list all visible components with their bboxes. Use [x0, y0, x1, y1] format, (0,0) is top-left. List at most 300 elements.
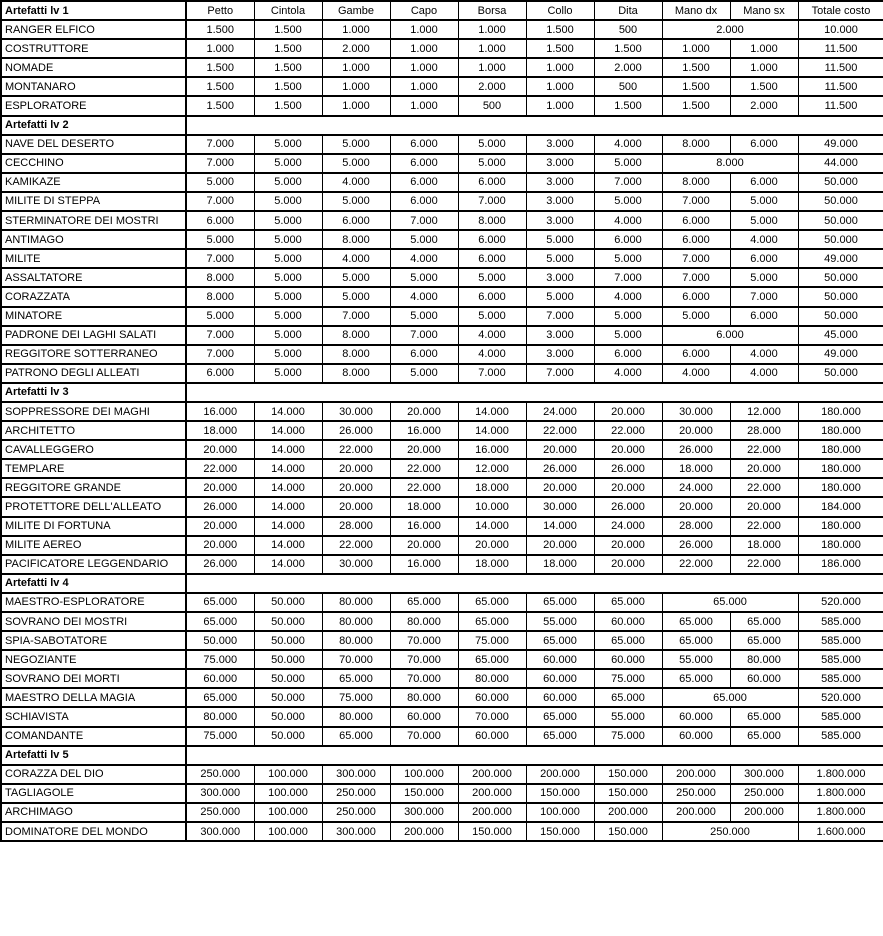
mano-dx-cell[interactable]: 1.000: [662, 39, 730, 58]
data-cell[interactable]: 1.000: [322, 96, 390, 115]
data-cell[interactable]: 6.000: [390, 154, 458, 173]
data-cell[interactable]: 5.000: [254, 154, 322, 173]
data-cell[interactable]: 1.000: [390, 77, 458, 96]
data-cell[interactable]: 75.000: [322, 688, 390, 707]
row-label-cell[interactable]: PATRONO DEGLI ALLEATI: [1, 364, 186, 383]
section-label-cell[interactable]: Artefatti lv 4: [1, 574, 186, 593]
data-cell[interactable]: 1.500: [254, 58, 322, 77]
row-label-cell[interactable]: NEGOZIANTE: [1, 650, 186, 669]
data-cell[interactable]: 5.000: [390, 364, 458, 383]
row-label-cell[interactable]: PROTETTORE DELL'ALLEATO: [1, 497, 186, 516]
row-label-cell[interactable]: COSTRUTTORE: [1, 39, 186, 58]
data-cell[interactable]: 1.500: [186, 77, 254, 96]
total-cost-cell[interactable]: 50.000: [798, 192, 883, 211]
mano-dx-cell[interactable]: 6.000: [662, 345, 730, 364]
data-cell[interactable]: 5.000: [594, 326, 662, 345]
data-cell[interactable]: 18.000: [526, 555, 594, 574]
data-cell[interactable]: 18.000: [458, 555, 526, 574]
column-header-cell[interactable]: Collo: [526, 1, 594, 20]
data-cell[interactable]: 5.000: [254, 268, 322, 287]
total-cost-cell[interactable]: 585.000: [798, 727, 883, 746]
data-cell[interactable]: 8.000: [186, 287, 254, 306]
total-cost-cell[interactable]: 10.000: [798, 20, 883, 39]
row-label-cell[interactable]: TAGLIAGOLE: [1, 784, 186, 803]
mano-sx-cell[interactable]: 300.000: [730, 765, 798, 784]
row-label-cell[interactable]: PADRONE DEI LAGHI SALATI: [1, 326, 186, 345]
total-cost-cell[interactable]: 180.000: [798, 440, 883, 459]
mano-dx-cell[interactable]: 6.000: [662, 211, 730, 230]
data-cell[interactable]: 6.000: [390, 345, 458, 364]
data-cell[interactable]: 5.000: [254, 173, 322, 192]
data-cell[interactable]: 8.000: [322, 364, 390, 383]
data-cell[interactable]: 150.000: [594, 765, 662, 784]
data-cell[interactable]: 20.000: [594, 440, 662, 459]
data-cell[interactable]: 150.000: [594, 784, 662, 803]
mano-sx-cell[interactable]: 60.000: [730, 669, 798, 688]
mano-dx-cell[interactable]: 20.000: [662, 421, 730, 440]
data-cell[interactable]: 1.000: [322, 77, 390, 96]
mano-sx-cell[interactable]: 80.000: [730, 650, 798, 669]
row-label-cell[interactable]: CORAZZA DEL DIO: [1, 765, 186, 784]
data-cell[interactable]: 7.000: [322, 307, 390, 326]
total-cost-cell[interactable]: 180.000: [798, 536, 883, 555]
data-cell[interactable]: 14.000: [254, 440, 322, 459]
mano-sx-cell[interactable]: 65.000: [730, 631, 798, 650]
data-cell[interactable]: 80.000: [186, 707, 254, 726]
data-cell[interactable]: 65.000: [390, 593, 458, 612]
mano-dx-cell[interactable]: 5.000: [662, 307, 730, 326]
data-cell[interactable]: 1.000: [390, 58, 458, 77]
data-cell[interactable]: 26.000: [526, 459, 594, 478]
data-cell[interactable]: 20.000: [594, 478, 662, 497]
data-cell[interactable]: 3.000: [526, 211, 594, 230]
data-cell[interactable]: 4.000: [322, 249, 390, 268]
data-cell[interactable]: 26.000: [594, 497, 662, 516]
data-cell[interactable]: 5.000: [458, 154, 526, 173]
data-cell[interactable]: 3.000: [526, 173, 594, 192]
column-header-cell[interactable]: Borsa: [458, 1, 526, 20]
data-cell[interactable]: 200.000: [390, 822, 458, 841]
data-cell[interactable]: 7.000: [526, 364, 594, 383]
row-label-cell[interactable]: MINATORE: [1, 307, 186, 326]
data-cell[interactable]: 14.000: [254, 536, 322, 555]
data-cell[interactable]: 300.000: [186, 784, 254, 803]
data-cell[interactable]: 50.000: [186, 631, 254, 650]
mano-dx-cell[interactable]: 65.000: [662, 612, 730, 631]
data-cell[interactable]: 65.000: [594, 688, 662, 707]
data-cell[interactable]: 6.000: [458, 230, 526, 249]
data-cell[interactable]: 60.000: [390, 707, 458, 726]
mano-dx-cell[interactable]: 30.000: [662, 402, 730, 421]
data-cell[interactable]: 7.000: [526, 307, 594, 326]
data-cell[interactable]: 80.000: [322, 707, 390, 726]
data-cell[interactable]: 30.000: [526, 497, 594, 516]
data-cell[interactable]: 5.000: [322, 268, 390, 287]
data-cell[interactable]: 5.000: [322, 287, 390, 306]
mano-sx-cell[interactable]: 4.000: [730, 364, 798, 383]
total-cost-cell[interactable]: 1.800.000: [798, 803, 883, 822]
column-header-cell[interactable]: Gambe: [322, 1, 390, 20]
data-cell[interactable]: 16.000: [390, 517, 458, 536]
data-cell[interactable]: 4.000: [322, 173, 390, 192]
data-cell[interactable]: 65.000: [458, 612, 526, 631]
data-cell[interactable]: 1.000: [526, 77, 594, 96]
data-cell[interactable]: 70.000: [390, 631, 458, 650]
data-cell[interactable]: 1.000: [526, 58, 594, 77]
total-cost-cell[interactable]: 180.000: [798, 478, 883, 497]
merged-mano-cell[interactable]: 8.000: [662, 154, 798, 173]
data-cell[interactable]: 80.000: [390, 612, 458, 631]
row-label-cell[interactable]: MAESTRO-ESPLORATORE: [1, 593, 186, 612]
data-cell[interactable]: 1.500: [526, 39, 594, 58]
data-cell[interactable]: 6.000: [322, 211, 390, 230]
total-cost-cell[interactable]: 180.000: [798, 402, 883, 421]
data-cell[interactable]: 150.000: [458, 822, 526, 841]
data-cell[interactable]: 22.000: [390, 478, 458, 497]
data-cell[interactable]: 26.000: [186, 497, 254, 516]
data-cell[interactable]: 1.000: [458, 58, 526, 77]
data-cell[interactable]: 16.000: [390, 421, 458, 440]
data-cell[interactable]: 5.000: [390, 307, 458, 326]
row-label-cell[interactable]: PACIFICATORE LEGGENDARIO: [1, 555, 186, 574]
mano-sx-cell[interactable]: 28.000: [730, 421, 798, 440]
mano-sx-cell[interactable]: 65.000: [730, 612, 798, 631]
data-cell[interactable]: 20.000: [526, 440, 594, 459]
section-label-cell[interactable]: Artefatti lv 1: [1, 1, 186, 20]
data-cell[interactable]: 5.000: [594, 307, 662, 326]
data-cell[interactable]: 7.000: [390, 326, 458, 345]
data-cell[interactable]: 5.000: [458, 307, 526, 326]
section-label-cell[interactable]: Artefatti lv 3: [1, 383, 186, 402]
data-cell[interactable]: 3.000: [526, 345, 594, 364]
row-label-cell[interactable]: TEMPLARE: [1, 459, 186, 478]
mano-dx-cell[interactable]: 1.500: [662, 96, 730, 115]
data-cell[interactable]: 2.000: [322, 39, 390, 58]
total-cost-cell[interactable]: 45.000: [798, 326, 883, 345]
data-cell[interactable]: 7.000: [390, 211, 458, 230]
total-cost-cell[interactable]: 585.000: [798, 707, 883, 726]
data-cell[interactable]: 5.000: [390, 268, 458, 287]
total-cost-cell[interactable]: 11.500: [798, 96, 883, 115]
mano-dx-cell[interactable]: 4.000: [662, 364, 730, 383]
mano-dx-cell[interactable]: 20.000: [662, 497, 730, 516]
column-header-cell[interactable]: Mano sx: [730, 1, 798, 20]
data-cell[interactable]: 30.000: [322, 402, 390, 421]
total-cost-cell[interactable]: 49.000: [798, 135, 883, 154]
data-cell[interactable]: 14.000: [458, 402, 526, 421]
data-cell[interactable]: 1.000: [322, 20, 390, 39]
total-cost-cell[interactable]: 50.000: [798, 287, 883, 306]
data-cell[interactable]: 20.000: [186, 478, 254, 497]
data-cell[interactable]: 5.000: [186, 307, 254, 326]
data-cell[interactable]: 6.000: [458, 173, 526, 192]
row-label-cell[interactable]: MILITE DI STEPPA: [1, 192, 186, 211]
data-cell[interactable]: 150.000: [526, 784, 594, 803]
data-cell[interactable]: 75.000: [594, 669, 662, 688]
data-cell[interactable]: 8.000: [322, 230, 390, 249]
data-cell[interactable]: 1.500: [186, 58, 254, 77]
total-cost-cell[interactable]: 180.000: [798, 421, 883, 440]
data-cell[interactable]: 5.000: [254, 364, 322, 383]
mano-sx-cell[interactable]: 5.000: [730, 192, 798, 211]
data-cell[interactable]: 60.000: [594, 612, 662, 631]
data-cell[interactable]: 14.000: [526, 517, 594, 536]
data-cell[interactable]: 18.000: [458, 478, 526, 497]
data-cell[interactable]: 150.000: [390, 784, 458, 803]
data-cell[interactable]: 5.000: [186, 173, 254, 192]
row-label-cell[interactable]: CORAZZATA: [1, 287, 186, 306]
data-cell[interactable]: 60.000: [594, 650, 662, 669]
data-cell[interactable]: 70.000: [458, 707, 526, 726]
data-cell[interactable]: 5.000: [526, 230, 594, 249]
total-cost-cell[interactable]: 50.000: [798, 307, 883, 326]
data-cell[interactable]: 80.000: [322, 631, 390, 650]
column-header-cell[interactable]: Capo: [390, 1, 458, 20]
section-label-cell[interactable]: Artefatti lv 2: [1, 116, 186, 135]
data-cell[interactable]: 100.000: [390, 765, 458, 784]
data-cell[interactable]: 22.000: [186, 459, 254, 478]
data-cell[interactable]: 1.500: [254, 77, 322, 96]
mano-dx-cell[interactable]: 7.000: [662, 249, 730, 268]
data-cell[interactable]: 26.000: [186, 555, 254, 574]
mano-dx-cell[interactable]: 1.500: [662, 77, 730, 96]
total-cost-cell[interactable]: 49.000: [798, 249, 883, 268]
mano-sx-cell[interactable]: 250.000: [730, 784, 798, 803]
data-cell[interactable]: 55.000: [594, 707, 662, 726]
mano-dx-cell[interactable]: 28.000: [662, 517, 730, 536]
data-cell[interactable]: 250.000: [186, 803, 254, 822]
data-cell[interactable]: 14.000: [458, 517, 526, 536]
data-cell[interactable]: 300.000: [322, 765, 390, 784]
total-cost-cell[interactable]: 585.000: [798, 631, 883, 650]
mano-dx-cell[interactable]: 8.000: [662, 135, 730, 154]
mano-dx-cell[interactable]: 26.000: [662, 440, 730, 459]
data-cell[interactable]: 1.000: [526, 96, 594, 115]
mano-dx-cell[interactable]: 6.000: [662, 230, 730, 249]
data-cell[interactable]: 8.000: [322, 345, 390, 364]
data-cell[interactable]: 5.000: [254, 345, 322, 364]
data-cell[interactable]: 20.000: [594, 402, 662, 421]
data-cell[interactable]: 1.500: [526, 20, 594, 39]
section-label-cell[interactable]: Artefatti lv 5: [1, 746, 186, 765]
data-cell[interactable]: 1.500: [186, 20, 254, 39]
data-cell[interactable]: 60.000: [526, 669, 594, 688]
data-cell[interactable]: 3.000: [526, 192, 594, 211]
data-cell[interactable]: 6.000: [390, 135, 458, 154]
row-label-cell[interactable]: MILITE DI FORTUNA: [1, 517, 186, 536]
data-cell[interactable]: 250.000: [322, 784, 390, 803]
data-cell[interactable]: 75.000: [186, 650, 254, 669]
data-cell[interactable]: 8.000: [186, 268, 254, 287]
column-header-cell[interactable]: Cintola: [254, 1, 322, 20]
data-cell[interactable]: 7.000: [186, 192, 254, 211]
data-cell[interactable]: 60.000: [186, 669, 254, 688]
data-cell[interactable]: 75.000: [594, 727, 662, 746]
row-label-cell[interactable]: REGGITORE SOTTERRANEO: [1, 345, 186, 364]
row-label-cell[interactable]: SOVRANO DEI MOSTRI: [1, 612, 186, 631]
data-cell[interactable]: 50.000: [254, 688, 322, 707]
total-cost-cell[interactable]: 11.500: [798, 58, 883, 77]
mano-sx-cell[interactable]: 200.000: [730, 803, 798, 822]
data-cell[interactable]: 16.000: [390, 555, 458, 574]
total-cost-cell[interactable]: 11.500: [798, 39, 883, 58]
row-label-cell[interactable]: SOPPRESSORE DEI MAGHI: [1, 402, 186, 421]
total-cost-cell[interactable]: 180.000: [798, 459, 883, 478]
data-cell[interactable]: 80.000: [458, 669, 526, 688]
mano-dx-cell[interactable]: 200.000: [662, 765, 730, 784]
data-cell[interactable]: 70.000: [390, 650, 458, 669]
data-cell[interactable]: 50.000: [254, 707, 322, 726]
data-cell[interactable]: 60.000: [526, 688, 594, 707]
data-cell[interactable]: 5.000: [254, 326, 322, 345]
data-cell[interactable]: 6.000: [458, 287, 526, 306]
mano-sx-cell[interactable]: 4.000: [730, 230, 798, 249]
data-cell[interactable]: 16.000: [458, 440, 526, 459]
mano-dx-cell[interactable]: 18.000: [662, 459, 730, 478]
data-cell[interactable]: 65.000: [458, 650, 526, 669]
data-cell[interactable]: 7.000: [186, 345, 254, 364]
data-cell[interactable]: 100.000: [254, 765, 322, 784]
data-cell[interactable]: 4.000: [594, 364, 662, 383]
data-cell[interactable]: 300.000: [390, 803, 458, 822]
total-cost-cell[interactable]: 520.000: [798, 593, 883, 612]
mano-sx-cell[interactable]: 2.000: [730, 96, 798, 115]
column-header-cell[interactable]: Petto: [186, 1, 254, 20]
row-label-cell[interactable]: ANTIMAGO: [1, 230, 186, 249]
merged-mano-cell[interactable]: 65.000: [662, 688, 798, 707]
data-cell[interactable]: 70.000: [322, 650, 390, 669]
data-cell[interactable]: 20.000: [594, 536, 662, 555]
data-cell[interactable]: 20.000: [458, 536, 526, 555]
mano-sx-cell[interactable]: 20.000: [730, 497, 798, 516]
data-cell[interactable]: 80.000: [322, 612, 390, 631]
data-cell[interactable]: 500: [594, 77, 662, 96]
data-cell[interactable]: 1.000: [390, 96, 458, 115]
data-cell[interactable]: 65.000: [526, 707, 594, 726]
data-cell[interactable]: 14.000: [254, 459, 322, 478]
data-cell[interactable]: 5.000: [322, 192, 390, 211]
row-label-cell[interactable]: KAMIKAZE: [1, 173, 186, 192]
data-cell[interactable]: 50.000: [254, 612, 322, 631]
data-cell[interactable]: 500: [458, 96, 526, 115]
data-cell[interactable]: 20.000: [594, 555, 662, 574]
data-cell[interactable]: 65.000: [594, 593, 662, 612]
data-cell[interactable]: 20.000: [322, 478, 390, 497]
data-cell[interactable]: 22.000: [594, 421, 662, 440]
total-cost-cell[interactable]: 585.000: [798, 669, 883, 688]
row-label-cell[interactable]: ASSALTATORE: [1, 268, 186, 287]
data-cell[interactable]: 14.000: [254, 555, 322, 574]
mano-dx-cell[interactable]: 60.000: [662, 727, 730, 746]
mano-sx-cell[interactable]: 6.000: [730, 307, 798, 326]
data-cell[interactable]: 12.000: [458, 459, 526, 478]
data-cell[interactable]: 55.000: [526, 612, 594, 631]
mano-sx-cell[interactable]: 22.000: [730, 517, 798, 536]
data-cell[interactable]: 50.000: [254, 727, 322, 746]
data-cell[interactable]: 60.000: [458, 727, 526, 746]
mano-sx-cell[interactable]: 20.000: [730, 459, 798, 478]
data-cell[interactable]: 5.000: [254, 287, 322, 306]
data-cell[interactable]: 65.000: [186, 593, 254, 612]
data-cell[interactable]: 6.000: [390, 173, 458, 192]
data-cell[interactable]: 22.000: [526, 421, 594, 440]
data-cell[interactable]: 50.000: [254, 631, 322, 650]
row-label-cell[interactable]: REGGITORE GRANDE: [1, 478, 186, 497]
data-cell[interactable]: 14.000: [458, 421, 526, 440]
mano-sx-cell[interactable]: 6.000: [730, 249, 798, 268]
data-cell[interactable]: 20.000: [322, 459, 390, 478]
data-cell[interactable]: 20.000: [390, 402, 458, 421]
row-label-cell[interactable]: SOVRANO DEI MORTI: [1, 669, 186, 688]
mano-sx-cell[interactable]: 1.000: [730, 39, 798, 58]
column-header-cell[interactable]: Dita: [594, 1, 662, 20]
data-cell[interactable]: 7.000: [458, 364, 526, 383]
row-label-cell[interactable]: STERMINATORE DEI MOSTRI: [1, 211, 186, 230]
data-cell[interactable]: 20.000: [186, 440, 254, 459]
data-cell[interactable]: 7.000: [186, 249, 254, 268]
mano-sx-cell[interactable]: 22.000: [730, 555, 798, 574]
data-cell[interactable]: 10.000: [458, 497, 526, 516]
data-cell[interactable]: 65.000: [322, 727, 390, 746]
total-cost-cell[interactable]: 1.800.000: [798, 784, 883, 803]
data-cell[interactable]: 7.000: [594, 268, 662, 287]
merged-mano-cell[interactable]: 2.000: [662, 20, 798, 39]
data-cell[interactable]: 1.500: [594, 39, 662, 58]
data-cell[interactable]: 80.000: [322, 593, 390, 612]
data-cell[interactable]: 20.000: [186, 536, 254, 555]
data-cell[interactable]: 6.000: [594, 230, 662, 249]
row-label-cell[interactable]: ARCHITETTO: [1, 421, 186, 440]
mano-dx-cell[interactable]: 65.000: [662, 669, 730, 688]
data-cell[interactable]: 1.000: [322, 58, 390, 77]
row-label-cell[interactable]: MONTANARO: [1, 77, 186, 96]
data-cell[interactable]: 1.000: [186, 39, 254, 58]
row-label-cell[interactable]: MILITE: [1, 249, 186, 268]
mano-sx-cell[interactable]: 5.000: [730, 211, 798, 230]
data-cell[interactable]: 70.000: [390, 727, 458, 746]
data-cell[interactable]: 50.000: [254, 669, 322, 688]
total-cost-cell[interactable]: 184.000: [798, 497, 883, 516]
data-cell[interactable]: 65.000: [322, 669, 390, 688]
row-label-cell[interactable]: SPIA-SABOTATORE: [1, 631, 186, 650]
data-cell[interactable]: 200.000: [458, 765, 526, 784]
column-header-cell[interactable]: Mano dx: [662, 1, 730, 20]
data-cell[interactable]: 60.000: [458, 688, 526, 707]
data-cell[interactable]: 100.000: [254, 784, 322, 803]
column-header-cell[interactable]: Totale costo: [798, 1, 883, 20]
data-cell[interactable]: 75.000: [186, 727, 254, 746]
data-cell[interactable]: 200.000: [458, 803, 526, 822]
mano-dx-cell[interactable]: 250.000: [662, 784, 730, 803]
row-label-cell[interactable]: SCHIAVISTA: [1, 707, 186, 726]
data-cell[interactable]: 5.000: [594, 249, 662, 268]
data-cell[interactable]: 3.000: [526, 154, 594, 173]
data-cell[interactable]: 5.000: [254, 192, 322, 211]
row-label-cell[interactable]: DOMINATORE DEL MONDO: [1, 822, 186, 841]
data-cell[interactable]: 30.000: [322, 555, 390, 574]
data-cell[interactable]: 1.000: [390, 39, 458, 58]
data-cell[interactable]: 5.000: [254, 211, 322, 230]
data-cell[interactable]: 7.000: [186, 326, 254, 345]
data-cell[interactable]: 5.000: [186, 230, 254, 249]
data-cell[interactable]: 75.000: [458, 631, 526, 650]
mano-sx-cell[interactable]: 18.000: [730, 536, 798, 555]
data-cell[interactable]: 5.000: [594, 192, 662, 211]
data-cell[interactable]: 6.000: [186, 211, 254, 230]
data-cell[interactable]: 4.000: [594, 287, 662, 306]
data-cell[interactable]: 14.000: [254, 402, 322, 421]
data-cell[interactable]: 6.000: [594, 345, 662, 364]
